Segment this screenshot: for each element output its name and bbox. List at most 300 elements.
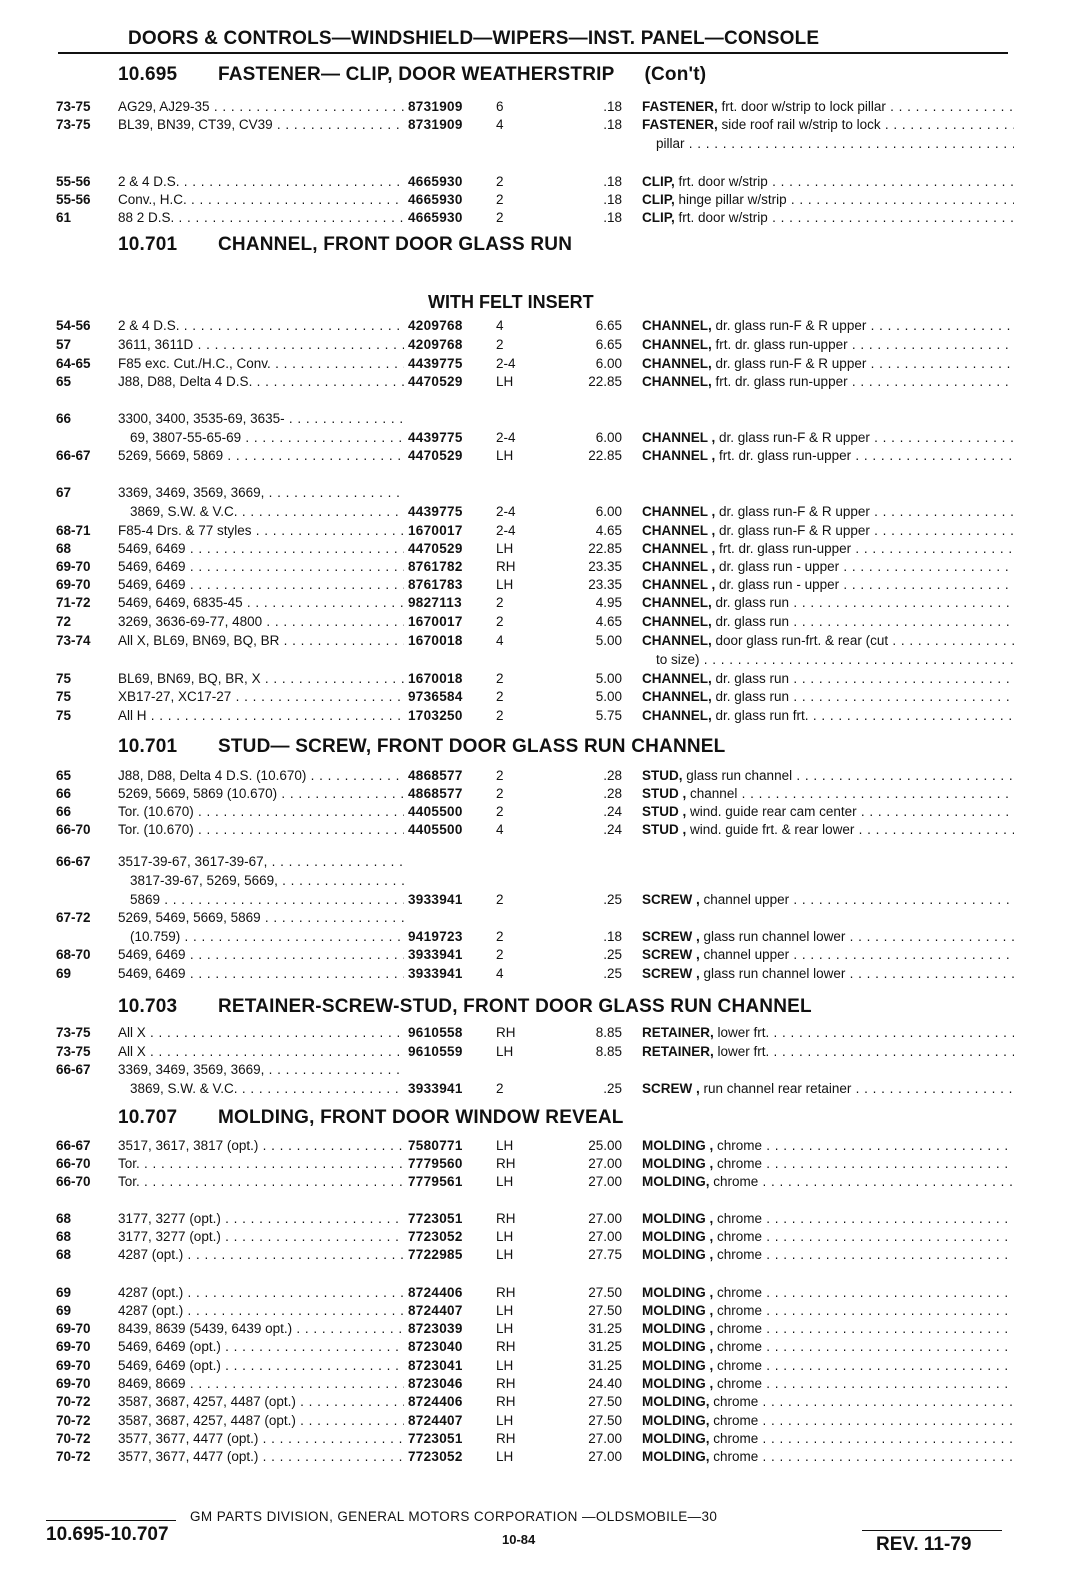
model-applicability-continued: (10.759) . . . [130, 928, 404, 946]
price: 27.00 [588, 1211, 622, 1226]
quantity: 2 [496, 768, 504, 783]
part-name: FASTENER, [642, 99, 718, 114]
table-row [0, 1080, 1075, 1098]
part-name: MOLDING , [642, 1339, 714, 1354]
model-applicability: 5269, 5669, 5869 . . . [118, 447, 404, 465]
part-description-text: dr. glass run-F & R upper [719, 504, 870, 519]
table-row [0, 116, 1075, 134]
part-number: 4470529 [408, 541, 463, 556]
part-description-text: chrome [717, 1138, 763, 1153]
price: 4.95 [595, 595, 622, 610]
part-description [642, 1137, 1014, 1155]
part-name: SCREW , [642, 929, 700, 944]
quantity: LH [496, 374, 514, 389]
year-range: 68-71 [56, 523, 91, 538]
table-row [0, 651, 1075, 669]
model-applicability: 3517-39-67, 3617-39-67, . . . [118, 853, 404, 871]
footer-rule-left [46, 1520, 176, 1521]
year-range: 69 [56, 1285, 72, 1300]
part-name: MOLDING , [642, 1229, 714, 1244]
model-applicability: 5469, 6469, 6835-45 . . . [118, 594, 404, 612]
part-name: STUD , [642, 804, 687, 819]
quantity: 2-4 [496, 430, 516, 445]
part-name: MOLDING , [642, 1156, 714, 1171]
part-number: 7580771 [408, 1138, 463, 1153]
part-description-text: chrome [717, 1211, 763, 1226]
model-applicability: All X . . . [118, 1024, 404, 1042]
section-heading [118, 1107, 624, 1129]
quantity: 2 [496, 947, 504, 962]
price: 6.00 [595, 356, 622, 371]
model-applicability: BL39, BN39, CT39, CV39 . . . [118, 116, 404, 134]
part-number: 7723051 [408, 1431, 463, 1446]
quantity: 2-4 [496, 356, 516, 371]
year-range: 66 [56, 786, 72, 801]
table-row [0, 355, 1075, 373]
price: 27.50 [588, 1285, 622, 1300]
quantity: 2 [496, 1081, 504, 1096]
price: 4.65 [595, 523, 622, 538]
quantity: LH [496, 1247, 514, 1262]
price: 22.85 [588, 448, 622, 463]
price: 5.00 [595, 671, 622, 686]
table-row [0, 522, 1075, 540]
section-heading [118, 996, 812, 1018]
quantity: 2-4 [496, 504, 516, 519]
part-name: CHANNEL , [642, 559, 716, 574]
part-description [642, 688, 1014, 706]
part-description [642, 1284, 1014, 1302]
year-range: 69 [56, 966, 72, 981]
price: 6.00 [595, 430, 622, 445]
part-name: MOLDING , [642, 1303, 714, 1318]
part-description-text: dr. glass run-F & R upper [715, 318, 867, 333]
table-row [0, 135, 1075, 153]
part-number: 8724406 [408, 1394, 463, 1409]
model-applicability: 3369, 3469, 3569, 3669, . . . [118, 1061, 404, 1079]
year-range: 66-67 [56, 448, 91, 463]
year-range: 66-67 [56, 854, 91, 869]
quantity: 6 [496, 99, 504, 114]
year-range: 67-72 [56, 910, 91, 925]
table-row [0, 1375, 1075, 1393]
year-range: 65 [56, 374, 72, 389]
year-range: 65 [56, 768, 72, 783]
part-description-text: wind. guide frt. & rear lower [690, 822, 855, 837]
model-applicability: 5469, 6469 . . . [118, 946, 404, 964]
table-row [0, 209, 1075, 227]
part-description [642, 317, 1014, 335]
table-row [0, 410, 1075, 428]
part-description-text: door glass run-frt. & rear (cut [715, 633, 889, 648]
part-description [642, 1302, 1014, 1320]
part-description-text: frt. dr. glass run-upper [715, 337, 848, 352]
part-number: 7779560 [408, 1156, 463, 1171]
year-range: 66 [56, 804, 72, 819]
part-name: CHANNEL, [642, 595, 712, 610]
price: 27.75 [588, 1247, 622, 1262]
part-description [642, 1080, 1014, 1098]
part-description-text: channel upper [703, 892, 790, 907]
model-applicability: Conv., H.C. . . . [118, 191, 404, 209]
part-number: 4665930 [408, 192, 463, 207]
part-number: 1670017 [408, 523, 463, 538]
price: .18 [603, 192, 622, 207]
part-name: RETAINER, [642, 1044, 714, 1059]
model-applicability: XB17-27, XC17-27 . . . [118, 688, 404, 706]
part-description [642, 447, 1014, 465]
model-applicability: 3517, 3617, 3817 (opt.) . . . [118, 1137, 404, 1155]
year-range: 66 [56, 411, 72, 426]
quantity: 2 [496, 892, 504, 907]
table-row [0, 688, 1075, 706]
part-number: 4439775 [408, 430, 463, 445]
part-name: MOLDING , [642, 1285, 714, 1300]
section-title: RETAINER-SCREW-STUD, FRONT DOOR GLASS RUN CHANNEL [218, 996, 812, 1017]
part-description [642, 373, 1014, 391]
part-name: MOLDING , [642, 1358, 714, 1373]
part-name: MOLDING , [642, 1138, 714, 1153]
part-description-text: hinge pillar w/strip [678, 192, 787, 207]
table-row [0, 928, 1075, 946]
quantity: LH [496, 1303, 514, 1318]
part-description-text: chrome [713, 1431, 759, 1446]
part-number: 8723046 [408, 1376, 463, 1391]
part-name: CHANNEL, [642, 671, 712, 686]
year-range: 70-72 [56, 1394, 91, 1409]
table-row [0, 503, 1075, 521]
section-note: (Con't) [644, 64, 707, 85]
price: 27.00 [588, 1229, 622, 1244]
year-range: 69-70 [56, 577, 91, 592]
part-number: 9419723 [408, 929, 463, 944]
quantity: 2 [496, 804, 504, 819]
part-number: 4665930 [408, 210, 463, 225]
year-range: 55-56 [56, 174, 91, 189]
quantity: 2 [496, 929, 504, 944]
quantity: 2 [496, 614, 504, 629]
quantity: LH [496, 541, 514, 556]
year-range: 75 [56, 689, 72, 704]
part-description-text: chrome [717, 1285, 763, 1300]
part-number: 1670017 [408, 614, 463, 629]
part-name: CHANNEL, [642, 689, 712, 704]
model-applicability: 3177, 3277 (opt.) . . . [118, 1210, 404, 1228]
table-row [0, 785, 1075, 803]
quantity: 2 [496, 708, 504, 723]
table-row [0, 1137, 1075, 1155]
table-row [0, 558, 1075, 576]
price: 22.85 [588, 374, 622, 389]
year-range: 69-70 [56, 1339, 91, 1354]
part-number: 3933941 [408, 966, 463, 981]
table-row [0, 1210, 1075, 1228]
section-heading [118, 736, 725, 758]
part-description-text: dr. glass run - upper [719, 559, 840, 574]
quantity: 2 [496, 174, 504, 189]
part-description-text: channel [690, 786, 738, 801]
price: 27.00 [588, 1174, 622, 1189]
price: 27.00 [588, 1431, 622, 1446]
model-applicability: 3587, 3687, 4257, 4487 (opt.) . . . [118, 1393, 404, 1411]
table-row [0, 767, 1075, 785]
footer-section-range: 10.695-10.707 [46, 1524, 169, 1545]
part-number: 8731909 [408, 117, 463, 132]
part-description-text: frt. door w/strip [678, 210, 768, 225]
footer-revision: REV. 11-79 [876, 1534, 972, 1555]
quantity: 4 [496, 822, 504, 837]
section-number: 10.707 [118, 1107, 178, 1128]
part-number: 4209768 [408, 318, 463, 333]
year-range: 68 [56, 1229, 72, 1244]
quantity: LH [496, 1449, 514, 1464]
price: 8.85 [595, 1044, 622, 1059]
year-range: 66-67 [56, 1138, 91, 1153]
part-description [642, 503, 1014, 521]
part-description [642, 632, 1014, 650]
price: .24 [603, 804, 622, 819]
part-description-text: chrome [717, 1229, 763, 1244]
part-description [642, 1338, 1014, 1356]
part-name: STUD , [642, 786, 687, 801]
model-applicability: 5469, 6469 . . . [118, 558, 404, 576]
year-range: 73-75 [56, 117, 91, 132]
part-description-text: chrome [717, 1247, 763, 1262]
part-number: 7723051 [408, 1211, 463, 1226]
part-number: 8761783 [408, 577, 463, 592]
part-number: 7722985 [408, 1247, 463, 1262]
model-applicability-continued: 3817-39-67, 5269, 5669, . . . [130, 872, 404, 890]
table-row [0, 98, 1075, 116]
model-applicability: F85-4 Drs. & 77 styles . . . [118, 522, 404, 540]
quantity: 2 [496, 786, 504, 801]
part-description [642, 1375, 1014, 1393]
part-number: 8723039 [408, 1321, 463, 1336]
quantity: LH [496, 1358, 514, 1373]
table-row [0, 1061, 1075, 1079]
part-description [642, 540, 1014, 558]
price: 6.65 [595, 337, 622, 352]
part-name: CHANNEL , [642, 430, 716, 445]
model-applicability: 2 & 4 D.S. . . . [118, 173, 404, 191]
year-range: 68-70 [56, 947, 91, 962]
part-description [642, 558, 1014, 576]
price: 31.25 [588, 1321, 622, 1336]
part-description-text: dr. glass run frt. [715, 708, 809, 723]
price: 5.00 [595, 689, 622, 704]
part-description [642, 522, 1014, 540]
part-number: 9610558 [408, 1025, 463, 1040]
model-applicability: 8469, 8669 . . . [118, 1375, 404, 1393]
quantity: 2 [496, 192, 504, 207]
year-range: 69-70 [56, 1358, 91, 1373]
year-range: 70-72 [56, 1431, 91, 1446]
part-description-text: lower frt. [717, 1025, 770, 1040]
part-description [642, 173, 1014, 191]
part-description [642, 1412, 1014, 1430]
year-range: 73-74 [56, 633, 91, 648]
year-range: 69-70 [56, 1321, 91, 1336]
part-name: CLIP, [642, 174, 675, 189]
section-heading [118, 234, 572, 256]
price: 27.00 [588, 1156, 622, 1171]
table-row [0, 872, 1075, 890]
part-name: SCREW , [642, 892, 700, 907]
part-description [642, 1393, 1014, 1411]
table-row [0, 484, 1075, 502]
part-name: CLIP, [642, 192, 675, 207]
part-description [642, 1448, 1014, 1466]
part-description [642, 1173, 1014, 1191]
quantity: 2 [496, 671, 504, 686]
quantity: RH [496, 1211, 516, 1226]
section-title: FASTENER— CLIP, DOOR WEATHERSTRIP [218, 64, 615, 85]
part-description [642, 1155, 1014, 1173]
model-applicability: Tor. . . . [118, 1155, 404, 1173]
price: .18 [603, 117, 622, 132]
table-row [0, 670, 1075, 688]
part-name: STUD, [642, 768, 683, 783]
part-description-text: lower frt. [717, 1044, 770, 1059]
model-applicability: 3369, 3469, 3569, 3669, . . . [118, 484, 404, 502]
footer-corporation: GM PARTS DIVISION, GENERAL MOTORS CORPORATION —OLDSMOBILE—30 [190, 1509, 718, 1524]
quantity: LH [496, 577, 514, 592]
part-number: 8724406 [408, 1285, 463, 1300]
price: 6.65 [595, 318, 622, 333]
table-row [0, 707, 1075, 725]
section-number: 10.701 [118, 736, 178, 757]
price: .18 [603, 99, 622, 114]
quantity: 4 [496, 966, 504, 981]
quantity: LH [496, 1174, 514, 1189]
model-applicability: All X, BL69, BN69, BQ, BR . . . [118, 632, 404, 650]
quantity: LH [496, 1138, 514, 1153]
price: 4.65 [595, 614, 622, 629]
price: 5.00 [595, 633, 622, 648]
part-number: 3933941 [408, 947, 463, 962]
part-name: MOLDING, [642, 1394, 710, 1409]
year-range: 71-72 [56, 595, 91, 610]
part-description [642, 821, 1014, 839]
part-number: 8731909 [408, 99, 463, 114]
part-description [642, 1228, 1014, 1246]
table-row [0, 1448, 1075, 1466]
table-row [0, 173, 1075, 191]
section-title: STUD— SCREW, FRONT DOOR GLASS RUN CHANNEL [218, 736, 726, 757]
model-applicability: 4287 (opt.) . . . [118, 1284, 404, 1302]
model-applicability: 5469, 6469 . . . [118, 540, 404, 558]
table-row [0, 1246, 1075, 1264]
model-applicability: 3269, 3636-69-77, 4800 . . . [118, 613, 404, 631]
price: 27.50 [588, 1394, 622, 1409]
quantity: LH [496, 1044, 514, 1059]
year-range: 75 [56, 708, 72, 723]
part-description-text: dr. glass run - upper [719, 577, 840, 592]
part-description-text: chrome [717, 1358, 763, 1373]
part-description [642, 209, 1014, 227]
part-description [642, 594, 1014, 612]
quantity: 4 [496, 633, 504, 648]
model-applicability: 5469, 6469 (opt.) . . . [118, 1338, 404, 1356]
part-name: CHANNEL , [642, 577, 716, 592]
year-range: 55-56 [56, 192, 91, 207]
part-number: 1703250 [408, 708, 463, 723]
part-number: 4405500 [408, 822, 463, 837]
year-range: 73-75 [56, 1044, 91, 1059]
part-description-text: dr. glass run-F & R upper [719, 523, 870, 538]
part-name: CHANNEL, [642, 318, 712, 333]
part-number: 8723041 [408, 1358, 463, 1373]
part-number: 4405500 [408, 804, 463, 819]
model-applicability-continued: 69, 3807-55-65-69 . . . [130, 429, 404, 447]
quantity: RH [496, 1431, 516, 1446]
model-applicability: BL69, BN69, BQ, BR, X . . . [118, 670, 404, 688]
table-row [0, 803, 1075, 821]
part-description-text: dr. glass run [715, 614, 790, 629]
price: .18 [603, 929, 622, 944]
price: .28 [603, 786, 622, 801]
quantity: 2 [496, 689, 504, 704]
table-row [0, 1173, 1075, 1191]
year-range: 61 [56, 210, 72, 225]
part-description-continued: pillar . . . [656, 135, 1014, 153]
year-range: 54-56 [56, 318, 91, 333]
table-row [0, 1393, 1075, 1411]
price: 27.50 [588, 1303, 622, 1318]
year-range: 73-75 [56, 99, 91, 114]
quantity: RH [496, 1394, 516, 1409]
price: .28 [603, 768, 622, 783]
part-description [642, 576, 1014, 594]
table-row [0, 1155, 1075, 1173]
part-number: 4439775 [408, 356, 463, 371]
part-description [642, 803, 1014, 821]
part-name: MOLDING, [642, 1449, 710, 1464]
part-description [642, 707, 1014, 725]
year-range: 68 [56, 1211, 72, 1226]
table-row [0, 447, 1075, 465]
model-applicability: 5469, 6469 . . . [118, 576, 404, 594]
part-description [642, 1357, 1014, 1375]
table-row [0, 632, 1075, 650]
price: 25.00 [588, 1138, 622, 1153]
part-description [642, 429, 1014, 447]
price: .18 [603, 210, 622, 225]
year-range: 69-70 [56, 1376, 91, 1391]
part-description-text: glass run channel lower [703, 966, 846, 981]
part-description-text: chrome [713, 1174, 759, 1189]
part-description [642, 1430, 1014, 1448]
table-row [0, 1357, 1075, 1375]
part-description [642, 1210, 1014, 1228]
part-description [642, 116, 1014, 134]
model-applicability: 8439, 8639 (5439, 6439 opt.) . . . [118, 1320, 404, 1338]
price: .25 [603, 1081, 622, 1096]
part-description-text: frt. door w/strip [678, 174, 768, 189]
part-number: 3933941 [408, 1081, 463, 1096]
part-description-text: chrome [717, 1303, 763, 1318]
quantity: RH [496, 1376, 516, 1391]
table-row [0, 373, 1075, 391]
year-range: 68 [56, 1247, 72, 1262]
part-name: CHANNEL, [642, 633, 712, 648]
year-range: 66-70 [56, 822, 91, 837]
table-row [0, 1228, 1075, 1246]
part-number: 4439775 [408, 504, 463, 519]
quantity: RH [496, 1339, 516, 1354]
model-applicability: 5469, 6469 . . . [118, 965, 404, 983]
part-description [642, 767, 1014, 785]
